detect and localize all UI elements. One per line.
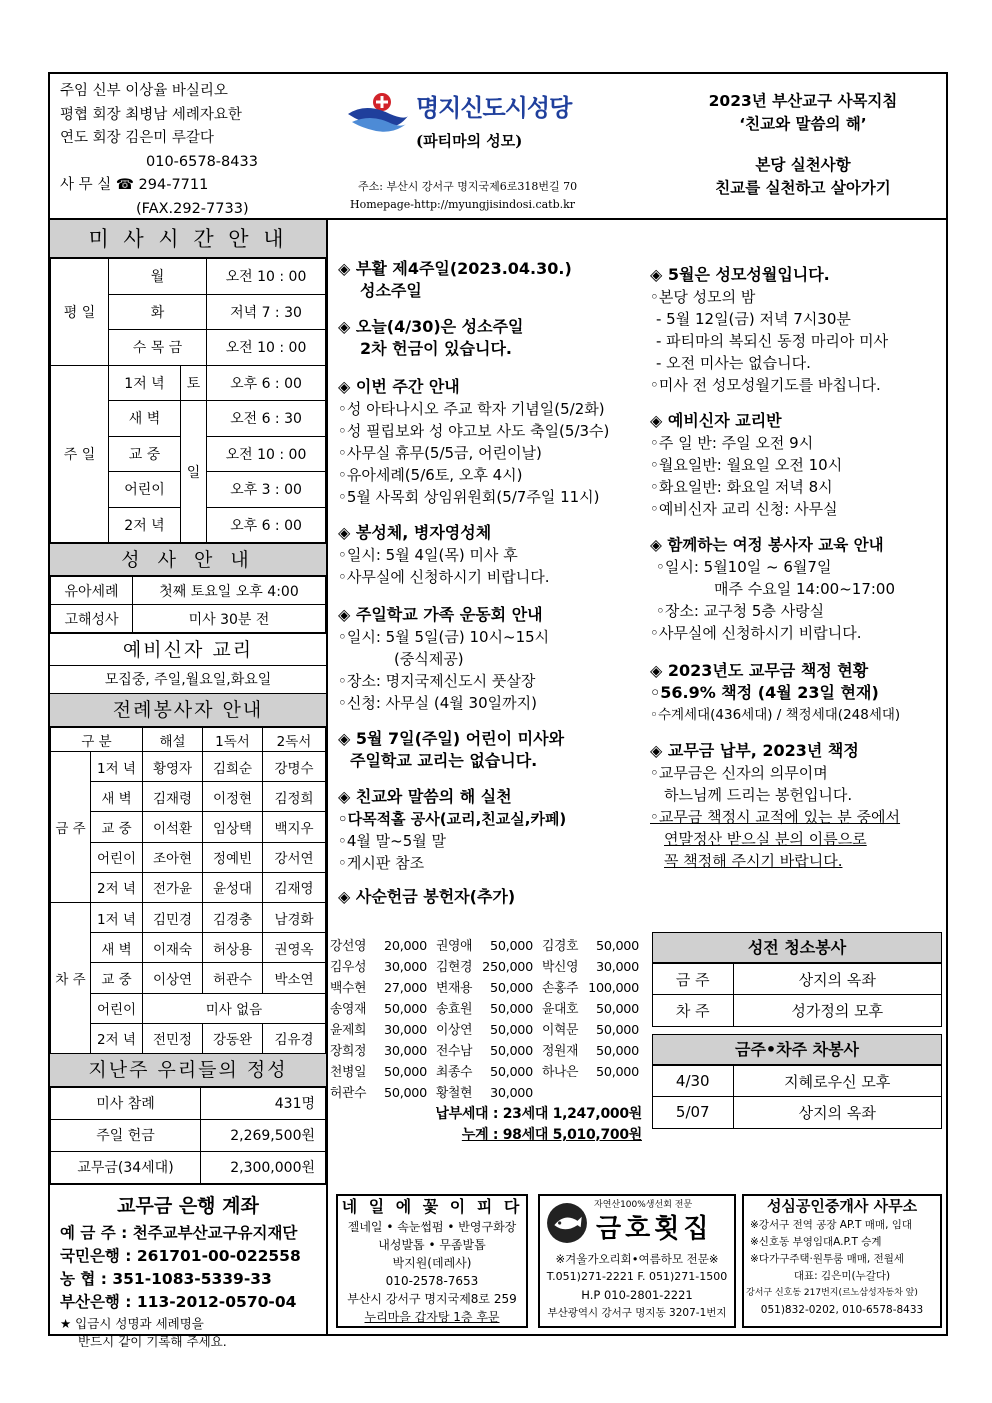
group-cell: 상지의 옥좌 — [733, 964, 941, 995]
donor-amount: 30,000 — [384, 1023, 427, 1038]
volunteer-cell: 이석환 — [143, 812, 203, 842]
notice-heading: ◈ 친교와 말씀의 해 실천 — [338, 787, 512, 806]
mass-title: 미 사 시 간 안 내 — [50, 220, 326, 258]
table-row — [51, 752, 326, 782]
donor-amount: 30,000 — [384, 960, 427, 975]
table-row — [51, 812, 326, 842]
mass-day: 수 목 금 — [109, 330, 207, 366]
donor-amount: 50,000 — [490, 1002, 533, 1017]
next-week-label: 차 주 — [51, 902, 91, 1053]
bank-line: 예 금 주 : 천주교부산교구유지재단 — [60, 1223, 298, 1242]
volunteer-cell: 김재영 — [263, 872, 326, 902]
ad-line: 누리마을 갑자탕 1층 후문 — [364, 1310, 500, 1324]
notice-item: (중식제공) — [394, 650, 464, 668]
table-row — [51, 1119, 326, 1151]
bank-note: ★ 입금시 성명과 세례명을 — [60, 1315, 204, 1331]
tea-box — [652, 1034, 942, 1129]
week-cell: 5/07 — [653, 1097, 733, 1128]
notice-heading: ◈ 예비신자 교리반 — [650, 411, 782, 430]
table-row — [653, 995, 941, 1026]
cleaning-table — [653, 963, 941, 1026]
sacrament-name: 고해성사 — [51, 605, 133, 633]
motto-line: 본당 실천사항 — [755, 156, 851, 174]
mass-day: 일 — [181, 401, 207, 543]
donor-name: 송효원 — [436, 1002, 473, 1017]
motto-line: ‘친교와 말씀의 해’ — [739, 115, 867, 133]
donor-amount: 50,000 — [490, 939, 533, 954]
bank-title: 교무금 은행 계좌 — [117, 1194, 259, 1217]
volunteer-cell: 김재령 — [143, 782, 203, 812]
this-week-label: 금 주 — [51, 752, 91, 903]
ad-restaurant-header — [540, 1196, 734, 1250]
notice-item: ◦일시: 5월 5일(금) 10시~15시 — [338, 628, 550, 646]
donor-amount: 30,000 — [384, 1044, 427, 1059]
donor-name: 천병일 — [330, 1065, 367, 1080]
mass-name: 1저 녁 — [91, 752, 143, 782]
sacrament-value: 첫째 토요일 오후 4:00 — [133, 577, 326, 605]
volunteer-cell: 강서연 — [263, 842, 326, 872]
table-row — [51, 259, 326, 295]
column-header: 구 분 — [51, 728, 143, 752]
bank-line: 국민은행 : 261701-00-022558 — [60, 1246, 301, 1265]
offering-name: 교무금(34세대) — [51, 1151, 201, 1183]
table-row — [51, 1087, 326, 1119]
mass-name: 교 중 — [91, 812, 143, 842]
mass-name: 어린이 — [91, 842, 143, 872]
volunteer-cell: 윤성대 — [203, 872, 263, 902]
offering-title: 지난주 우리들의 정성 — [50, 1054, 326, 1087]
ad-line: T.051)271-2221 F. 051)271-1500 — [546, 1270, 728, 1283]
church-subtitle: (파티마의 성모) — [416, 132, 523, 150]
donor-amount: 27,000 — [384, 981, 427, 996]
catechumen-text: 모집중, 주일,월요일,화요일 — [50, 666, 326, 694]
mass-time: 오후 6 : 00 — [207, 365, 326, 401]
office-phone: 사 무 실 ☎ 294-7711 — [60, 177, 209, 193]
notice-heading: 2차 헌금이 있습니다. — [360, 339, 512, 358]
sacrament-title: 성 사 안 내 — [50, 543, 326, 576]
ad-restaurant — [538, 1194, 736, 1328]
tea-table — [653, 1065, 941, 1128]
ad-line: ※겨울가오리회•여름하모 전문※ — [555, 1252, 719, 1266]
table-row — [51, 963, 326, 993]
donor-name: 하나은 — [542, 1065, 579, 1080]
volunteer-cell: 남경화 — [263, 902, 326, 932]
officer-council: 평협 회장 최병남 세례자요한 — [60, 106, 242, 123]
church-address-block — [350, 178, 577, 214]
church-logo — [346, 88, 636, 158]
volunteers-table — [50, 727, 326, 1054]
weekday-label: 평 일 — [51, 259, 109, 366]
catechumen-title: 예비신자 교리 — [50, 633, 326, 666]
volunteer-cell: 백지우 — [263, 812, 326, 842]
ad-tag: 자연산100%생선회 전문 — [594, 1200, 693, 1210]
diocese-motto — [670, 90, 936, 200]
offering-name: 미사 참례 — [51, 1087, 201, 1119]
bank-line: 농 협 : 351-1083-5339-33 — [60, 1269, 272, 1288]
notice-heading: ◈ 사순헌금 봉헌자(추가) — [338, 887, 516, 906]
donor-amount: 20,000 — [384, 939, 427, 954]
volunteer-cell: 허상용 — [203, 933, 263, 963]
donor-amount: 50,000 — [596, 939, 639, 954]
sacrament-value: 미사 30분 전 — [133, 605, 326, 633]
header — [50, 74, 946, 220]
volunteer-cell: 전민정 — [143, 1023, 203, 1053]
donor-name: 박신영 — [542, 960, 579, 975]
donor-name: 김우성 — [330, 960, 367, 975]
notice-heading: ◈ 이번 주간 안내 — [338, 377, 460, 396]
notice-item: ◦일시: 5월10일 ~ 6월7일 — [656, 558, 832, 576]
notice-item-underlined: 연말정산 받으실 분의 이름으로 — [664, 830, 867, 848]
donor-name: 황철현 — [436, 1086, 473, 1101]
table-row — [653, 964, 941, 995]
donor-name: 윤대호 — [542, 1002, 579, 1017]
notice-heading: ◈ 오늘(4/30)은 성소주일 — [338, 317, 524, 336]
fish-logo-icon — [546, 1202, 588, 1244]
donor-amount: 50,000 — [596, 1065, 639, 1080]
donor-name: 김현경 — [436, 960, 473, 975]
tea-title: 금주•차주 차봉사 — [653, 1035, 941, 1065]
volunteer-cell: 박소연 — [263, 963, 326, 993]
mass-name: 새 벽 — [91, 933, 143, 963]
offering-value: 2,269,500원 — [201, 1119, 326, 1151]
notice-item: ◦성 아타나시오 주교 학자 기념일(5/2화) — [338, 400, 605, 418]
bank-line: 부산은행 : 113-2012-0570-04 — [60, 1292, 297, 1311]
donor-amount: 50,000 — [490, 981, 533, 996]
donor-name: 이혁문 — [542, 1023, 579, 1038]
donor-row — [330, 1062, 648, 1083]
offering-value: 431명 — [201, 1087, 326, 1119]
mass-time: 오후 6 : 00 — [207, 507, 326, 543]
donor-amount: 50,000 — [490, 1065, 533, 1080]
church-homepage[interactable]: Homepage-http://myungjisindosi.catb.kr — [350, 198, 576, 211]
middle-column — [338, 254, 638, 908]
volunteer-cell: 김정희 — [263, 782, 326, 812]
mass-schedule-table — [50, 258, 326, 543]
volunteer-cell: 김민경 — [143, 902, 203, 932]
volunteer-cell: 조아현 — [143, 842, 203, 872]
notice-item: ◦사무실 휴무(5/5금, 어린이날) — [338, 444, 542, 462]
notice-item: ◦사무실에 신청하시기 비랍니다. — [338, 568, 550, 586]
group-cell: 상지의 옥좌 — [733, 1097, 941, 1128]
notice-item: ◦장소: 명지국제신도시 풋살장 — [338, 672, 536, 690]
table-row — [653, 1066, 941, 1097]
table-row — [51, 842, 326, 872]
table-row — [51, 1151, 326, 1183]
notice-item: ◦월요일반: 월요일 오전 10시 — [650, 456, 843, 474]
donor-name: 권영애 — [436, 939, 473, 954]
notice-item: ◦4월 말~5월 말 — [338, 832, 446, 850]
left-column — [50, 220, 328, 1349]
notice-item: ◦성 필립보와 성 야고보 사도 축일(5/3수) — [338, 422, 610, 440]
mass-name: 어린이 — [109, 472, 181, 508]
donor-row — [330, 1083, 648, 1104]
ad-realestate — [742, 1194, 942, 1328]
mass-time: 오전 10 : 00 — [207, 436, 326, 472]
donor-name: 허관수 — [330, 1086, 367, 1101]
table-row — [653, 1097, 941, 1128]
officer-priest: 주임 신부 이상율 바실리오 — [60, 83, 228, 99]
column-header: 2독서 — [263, 728, 326, 752]
notice-item: 매주 수요일 14:00~17:00 — [714, 580, 896, 598]
volunteer-cell: 임상택 — [203, 812, 263, 842]
donor-name: 김경호 — [542, 939, 579, 954]
volunteer-cell: 이상연 — [143, 963, 203, 993]
bank-account-box — [50, 1184, 326, 1350]
column-header: 해설 — [143, 728, 203, 752]
notice-item-underlined: ◦교무금 책정시 교적에 있는 분 중에서 — [650, 808, 901, 826]
notice-heading: 주일학교 교리는 없습니다. — [350, 751, 538, 770]
volunteer-cell: 이재숙 — [143, 933, 203, 963]
mass-name: 교 중 — [109, 436, 181, 472]
donor-amount: 50,000 — [596, 1044, 639, 1059]
notice-item: ◦유아세례(5/6토, 오후 4시) — [338, 466, 523, 484]
notice-item: - 오전 미사는 없습니다. — [656, 354, 811, 372]
donor-summary: 납부세대 : 23세대 1,247,000원 — [435, 1106, 642, 1122]
mass-time: 오전 10 : 00 — [207, 330, 326, 366]
notice-item: ◦주 일 반: 주일 오전 9시 — [650, 434, 814, 452]
notice-heading: ◈ 교무금 납부, 2023년 책정 — [650, 741, 859, 760]
donor-amount: 50,000 — [490, 1044, 533, 1059]
ad-line: 강서구 신호동 217번지(르노삼성자동차 앞) — [746, 1288, 918, 1298]
volunteer-cell: 허관수 — [203, 963, 263, 993]
notice-item: ◦본당 성모의 밤 — [650, 288, 756, 306]
notice-item: ◦장소: 교구청 5층 사랑실 — [656, 602, 825, 620]
donor-amount: 50,000 — [384, 1002, 427, 1017]
volunteer-cell: 강동완 — [203, 1023, 263, 1053]
mass-time: 오전 6 : 30 — [207, 401, 326, 437]
notice-item: ◦일시: 5월 4일(목) 미사 후 — [338, 546, 518, 564]
donor-row — [330, 957, 648, 978]
donor-name: 백수현 — [330, 981, 367, 996]
volunteer-cell: 권영옥 — [263, 933, 326, 963]
cleaning-title: 성전 청소봉사 — [653, 933, 941, 963]
notice-item: - 파티마의 복되신 동정 마리아 미사 — [656, 332, 889, 350]
volunteer-cell: 김경충 — [203, 902, 263, 932]
ad-nail-shop — [336, 1194, 528, 1328]
bank-note: 반드시 같이 기록해 주세요. — [78, 1333, 227, 1349]
notice-heading: ◈ 주일학교 가족 운동회 안내 — [338, 605, 543, 624]
table-row — [51, 365, 326, 401]
donor-amount: 50,000 — [384, 1065, 427, 1080]
ad-line: ※강서구 전역 공장 AP.T 매매, 임대 — [750, 1219, 913, 1231]
donor-amount: 250,000 — [482, 960, 533, 975]
notice-heading: ◈ 함께하는 여정 봉사자 교육 안내 — [650, 536, 884, 554]
bulletin-frame — [48, 72, 948, 1349]
ad-line: 부산시 강서구 명지국제8로 259 — [347, 1292, 517, 1306]
donor-name: 윤제희 — [330, 1023, 367, 1038]
group-cell: 성가정의 모후 — [733, 995, 941, 1026]
church-emblem-icon — [346, 88, 408, 134]
notice-item: ◦교무금은 신자의 의무이며 — [650, 764, 828, 782]
donor-amount: 50,000 — [490, 1023, 533, 1038]
volunteer-cell: 전가윤 — [143, 872, 203, 902]
offering-value: 2,300,000원 — [201, 1151, 326, 1183]
mass-name: 어린이 — [91, 993, 143, 1023]
table-row — [51, 872, 326, 902]
mass-name: 2저 녁 — [109, 507, 181, 543]
volunteer-cell: 정예빈 — [203, 842, 263, 872]
notice-item: ◦미사 전 성모성월기도를 바칩니다. — [650, 376, 881, 394]
ad-line: 젤네일 • 속눈썹펌 • 반영구화장 — [347, 1220, 517, 1234]
ad-line: 010-2578-7653 — [385, 1274, 479, 1288]
notice-item: ◦수계세대(436세대) / 책정세대(248세대) — [650, 707, 901, 723]
sunday-label: 주 일 — [51, 365, 109, 543]
group-cell: 지혜로우신 모후 — [733, 1066, 941, 1097]
officer-yeondo: 연도 회장 김은미 루갈다 — [60, 130, 214, 146]
mass-time: 오후 3 : 00 — [207, 472, 326, 508]
donor-list — [330, 936, 648, 1146]
notice-heading: ◈ 봉성체, 병자영성체 — [338, 523, 492, 542]
mass-time: 오전 10 : 00 — [207, 259, 326, 295]
week-cell: 금 주 — [653, 964, 733, 995]
table-row — [51, 1023, 326, 1053]
volunteers-title: 전례봉사자 안내 — [50, 694, 326, 727]
column-header: 1독서 — [203, 728, 263, 752]
donor-row — [330, 936, 648, 957]
notice-item: ◦사무실에 신청하시기 비랍니다. — [650, 624, 862, 642]
notice-heading: ◈ 부활 제4주일(2023.04.30.) — [338, 259, 572, 278]
offering-table — [50, 1087, 326, 1184]
donor-amount: 30,000 — [490, 1086, 533, 1101]
ad-title: 네 일 에 꽃 이 피 다 — [341, 1197, 523, 1216]
donor-amount: 100,000 — [588, 981, 639, 996]
right-column — [650, 264, 946, 872]
table-row — [51, 728, 326, 752]
table-row — [51, 577, 326, 605]
donor-amount: 50,000 — [596, 1002, 639, 1017]
church-name: 명지신도시성당 — [416, 93, 572, 122]
donor-name: 강선영 — [330, 939, 367, 954]
notice-heading: ◈ 5월 7일(주일) 어린이 미사와 — [338, 729, 565, 748]
mass-name: 1저 녁 — [91, 902, 143, 932]
donor-amount: 30,000 — [596, 960, 639, 975]
donor-row — [330, 999, 648, 1020]
ad-line: 내성발톱 • 무좀발톱 — [378, 1238, 486, 1252]
notice-item: ◦다목적홀 공사(교리,친교실,카페) — [338, 810, 567, 828]
table-row — [51, 902, 326, 932]
office-fax: (FAX.292-7733) — [136, 200, 249, 217]
church-address: 주소: 부산시 강서구 명지국제6로318번길 70 — [358, 180, 578, 193]
donor-name: 송영재 — [330, 1002, 367, 1017]
mass-name: 2저 녁 — [91, 1023, 143, 1053]
mass-time: 저녁 7 : 30 — [207, 294, 326, 330]
ad-line: 부산광역시 강서구 명지동 3207-1번지 — [547, 1307, 727, 1319]
table-row — [51, 933, 326, 963]
notice-item: ◦예비신자 교리 신청: 사무실 — [650, 500, 838, 518]
mass-name: 2저 녁 — [91, 872, 143, 902]
volunteer-cell: 황영자 — [143, 752, 203, 782]
mass-day: 토 — [181, 365, 207, 401]
ad-line: 대표: 김은미(누갈다) — [793, 1270, 891, 1282]
mass-name: 교 중 — [91, 963, 143, 993]
notice-item: ◦56.9% 책정 (4월 23일 현재) — [650, 683, 879, 702]
table-row — [51, 993, 326, 1023]
volunteer-cell: 김유경 — [263, 1023, 326, 1053]
notice-heading: ◈ 5월은 성모성월입니다. — [650, 265, 830, 284]
donor-amount: 50,000 — [596, 1023, 639, 1038]
mass-name: 새 벽 — [109, 401, 181, 437]
donor-amount: 50,000 — [384, 1086, 427, 1101]
officer-phone: 010-6578-8433 — [146, 153, 258, 170]
notice-item: - 5월 12일(금) 저녁 7시30분 — [656, 310, 851, 328]
mass-day: 월 — [109, 259, 207, 295]
cleaning-box — [652, 932, 942, 1027]
notice-item: ◦신청: 사무실 (4월 30일까지) — [338, 694, 537, 712]
ad-line: ※신호동 부영임대A.P.T 승계 — [750, 1236, 882, 1248]
week-cell: 차 주 — [653, 995, 733, 1026]
volunteer-cell: 강명수 — [263, 752, 326, 782]
table-row — [51, 782, 326, 812]
donor-total: 누계 : 98세대 5,010,700원 — [461, 1127, 642, 1143]
mass-name: 새 벽 — [91, 782, 143, 812]
notice-heading: ◈ 2023년도 교무금 책정 현황 — [650, 661, 869, 680]
motto-line: 친교를 실천하고 살아가기 — [715, 179, 891, 197]
notice-heading: 성소주일 — [360, 281, 422, 300]
motto-line: 2023년 부산교구 사목지침 — [708, 92, 898, 110]
notice-item: ◦화요일반: 화요일 저녁 8시 — [650, 478, 833, 496]
ad-title: 성심공인중개사 사무소 — [766, 1197, 918, 1215]
ad-line: ※다가구주택·원투룸 매매, 전월세 — [750, 1253, 905, 1265]
donor-name: 전수남 — [436, 1044, 473, 1059]
sacrament-table — [50, 576, 326, 633]
mass-day: 화 — [109, 294, 207, 330]
ad-line: 박지원(데레사) — [392, 1256, 472, 1270]
donor-name: 이상연 — [436, 1023, 473, 1038]
donor-name: 최종수 — [436, 1065, 473, 1080]
sacrament-name: 유아세례 — [51, 577, 133, 605]
ad-title: 금호횟집 — [596, 1214, 713, 1244]
mass-name: 1저 녁 — [109, 365, 181, 401]
notice-item: ◦5월 사목회 상임위원회(5/7주일 11시) — [338, 488, 600, 506]
donor-name: 정원재 — [542, 1044, 579, 1059]
ad-line: H.P 010-2801-2221 — [581, 1288, 693, 1302]
donor-name: 변재용 — [436, 981, 473, 996]
notice-item: 하느님께 드리는 봉헌입니다. — [664, 786, 853, 804]
donor-name: 손홍주 — [542, 981, 579, 996]
donor-row — [330, 1041, 648, 1062]
volunteer-cell: 미사 없음 — [143, 993, 326, 1023]
officers-list — [60, 80, 258, 221]
volunteer-cell: 이정현 — [203, 782, 263, 812]
offering-name: 주일 헌금 — [51, 1119, 201, 1151]
donor-name: 장희정 — [330, 1044, 367, 1059]
week-cell: 4/30 — [653, 1066, 733, 1097]
notice-item-underlined: 꼭 책정해 주시기 바랍니다. — [664, 852, 843, 870]
donor-row — [330, 978, 648, 999]
notice-item: ◦게시판 참조 — [338, 854, 425, 872]
volunteer-cell: 김희순 — [203, 752, 263, 782]
donor-row — [330, 1020, 648, 1041]
ad-line: 051)832-0202, 010-6578-8433 — [760, 1304, 924, 1316]
table-row — [51, 605, 326, 633]
